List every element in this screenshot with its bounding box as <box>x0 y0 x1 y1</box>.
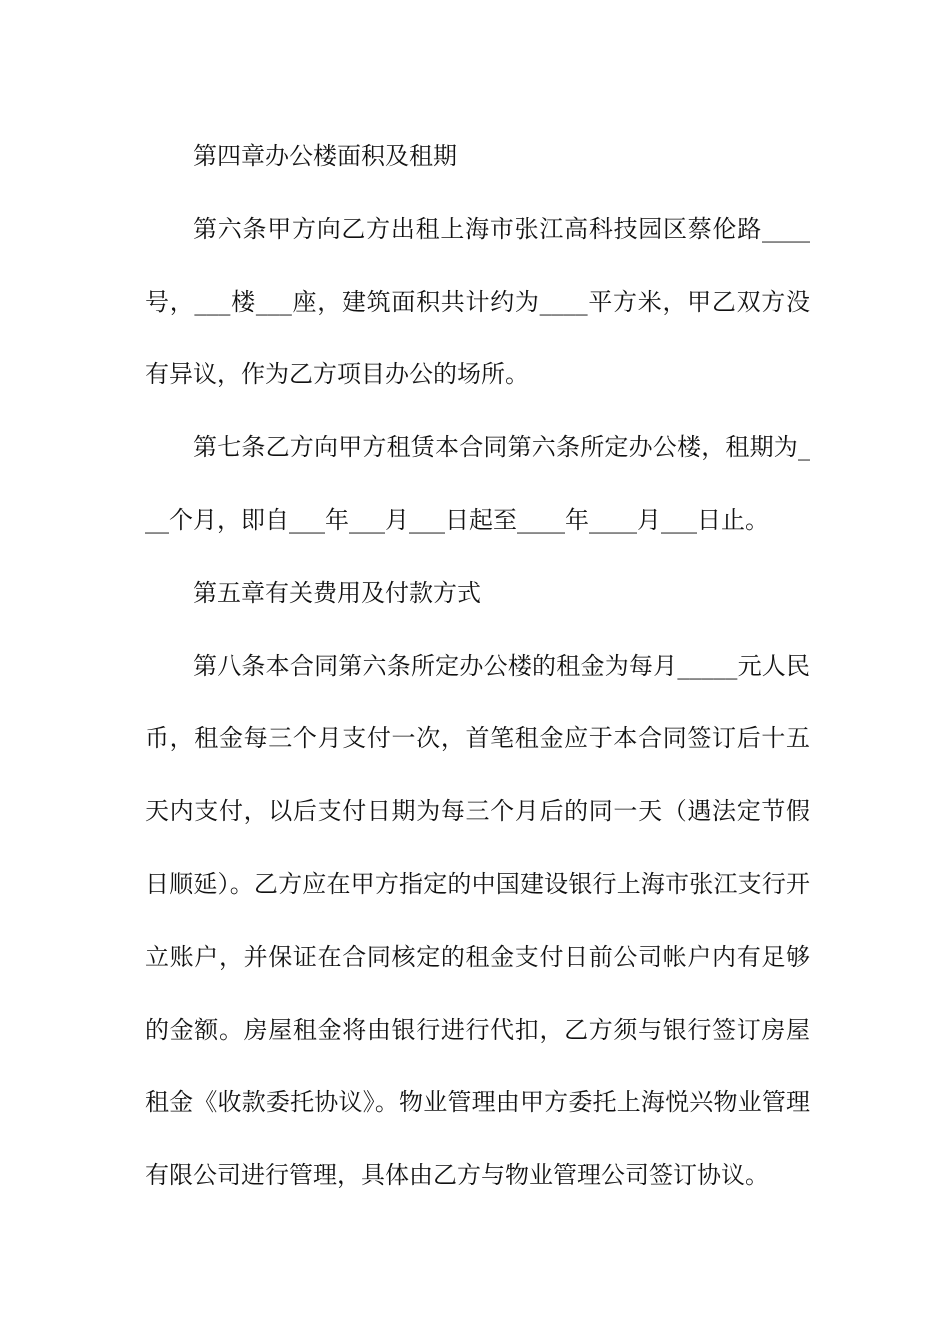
article-8-paragraph: 第八条本合同第六条所定办公楼的租金为每月_____元人民币，租金每三个月支付一次，首笔租金应于本合同签订后十五天内支付，以后支付日期为每三个月后的同一天（遇法定节假日顺延）。乙方应在甲方指定的中国建设银行上海市张江支行开立账户，并保证在合同核定的租金支付日前公司帐户内有足够的金额。房屋租金将由银行进行代扣，乙方须与银行签订房屋租金《收款委托协议》。物业管理由甲方委托上海悦兴物业管理有限公司进行管理，具体由乙方与物业管理公司签订协议。 <box>145 651 810 1190</box>
document-body <box>145 120 810 1212</box>
article-7-paragraph: 第七条乙方向甲方租赁本合同第六条所定办公楼，租期为___个月，即自___年___月___日起至____年____月___日止。 <box>145 433 810 534</box>
chapter-heading-5: 第五章有关费用及付款方式 <box>193 578 481 607</box>
article-6-paragraph: 第六条甲方向乙方出租上海市张江高科技园区蔡伦路____号，___楼___座，建筑面积共计约为____平方米，甲乙双方没有异议，作为乙方项目办公的场所。 <box>145 214 810 389</box>
chapter-heading-4: 第四章办公楼面积及租期 <box>193 142 457 170</box>
